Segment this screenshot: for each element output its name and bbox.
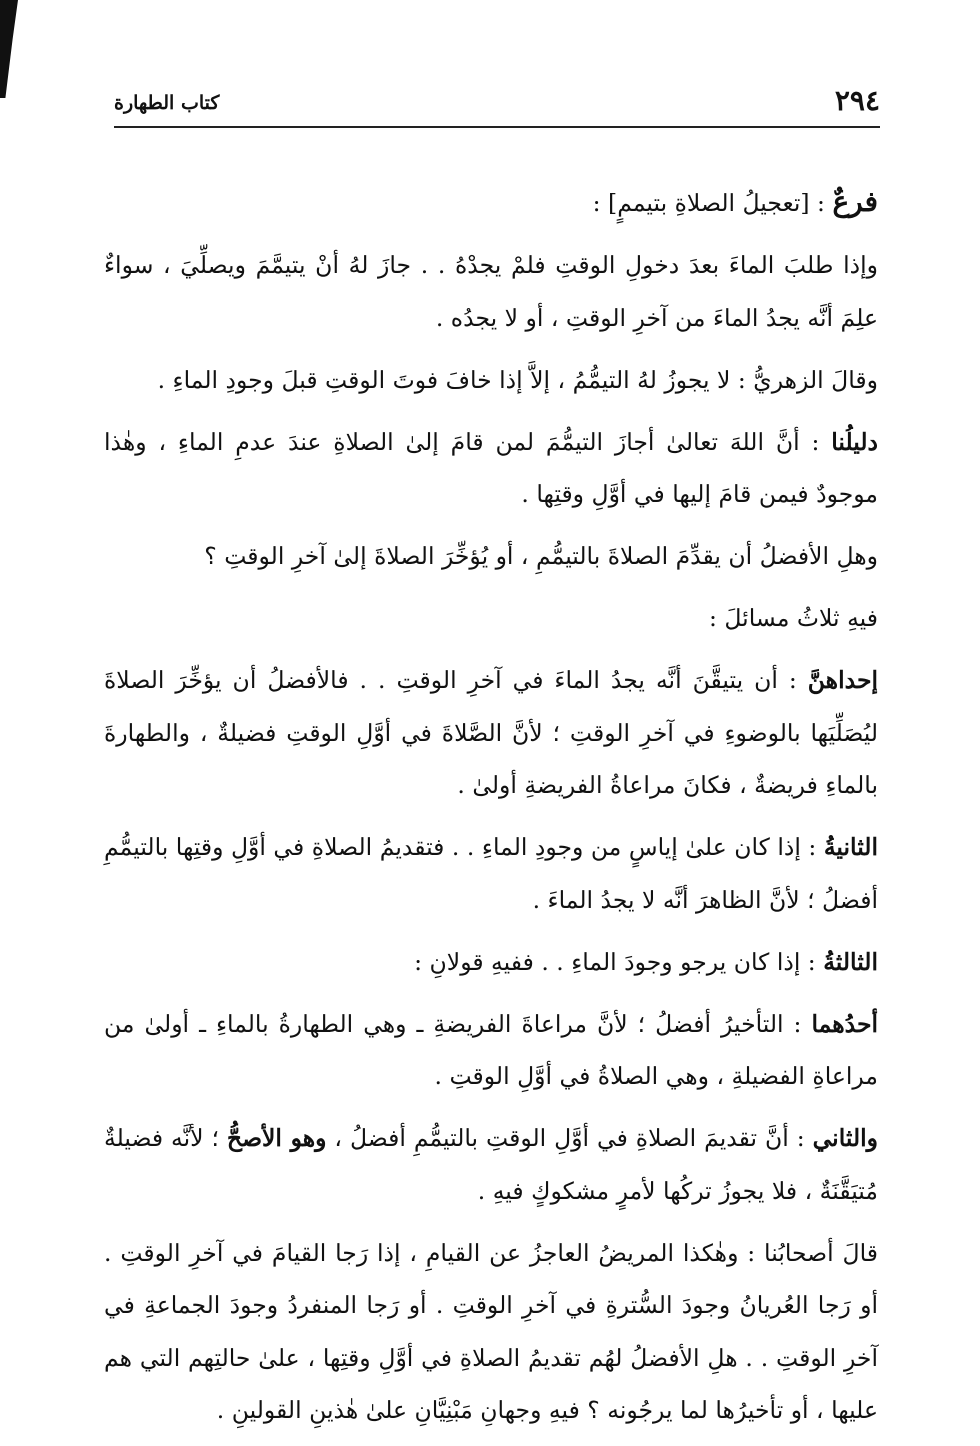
running-header	[114, 84, 880, 128]
paragraph-3	[104, 416, 878, 521]
paragraph-10-text-a: : أنَّ تقديمَ الصلاةِ في أوَّلِ الوقتِ بالتيمُّمِ أفضلُ ،	[326, 1124, 813, 1152]
paragraph-7	[104, 821, 878, 926]
paragraph-9	[104, 998, 878, 1103]
branch-label: فرعٌ	[832, 185, 878, 218]
paragraph-11: قالَ أصحابُنا : وهٰكذا المريضُ العاجزُ عن القيامِ ، إذا رَجا القيامَ في آخرِ الوقتِ . أو رَجا العُريانُ وجودَ السُّترةِ في آخرِ الوقتِ . أو رَجا المنفردُ وجودَ الجماعةِ في آخرِ الوقتِ . . هلِ الأفضلُ لهُم تقديمُ الصلاةِ في أوَّلِ وقتِها ، علىٰ حالتِهم التي هم عليها ، أو تأخيرُها لما يرجُونه ؟ فيهِ وجهانِ مَبْنِيَّانِ علىٰ هٰذينِ القولينِ .	[104, 1238, 878, 1424]
paragraph-7-label: الثانيةُ	[823, 833, 878, 861]
paragraph-3-text: : أنَّ اللهَ تعالىٰ أجازَ التيمُّمَ لمن قامَ إلىٰ الصلاةِ عندَ عدمِ الماءِ ، وهٰذا موجودٌ فيمن قامَ إليها في أوَّلِ وقتِها .	[104, 427, 878, 508]
paragraph-5: فيهِ ثلاثُ مسائلَ :	[709, 604, 878, 632]
paragraph-6-text: : أن يتيقَّنَ أنَّه يجدُ الماءَ في آخرِ الوقتِ . . فالأفضلُ أن يؤخِّرَ الصلاةَ ليُصَلِّيَها بالوضوءِ في آخرِ الوقتِ ؛ لأنَّ الصَّلاةَ في أوَّلِ الوقتِ فضيلةٌ ، والطهارةَ بالماءِ فريضةٌ ، فكانَ مراعاةُ الفريضةِ أولىٰ .	[104, 666, 878, 799]
scan-edge-mark	[0, 0, 18, 98]
paragraph-9-text: : التأخيرُ أفضلُ ؛ لأنَّ مراعاةَ الفريضةِ ـ وهي الطهارةُ بالماءِ ـ أولىٰ من مراعاةِ الفضيلةِ ، وهي الصلاةُ في أوَّلِ الوقتِ .	[104, 1009, 878, 1090]
section-heading	[104, 176, 878, 230]
branch-title: : [تعجيلُ الصلاةِ بتيممٍ] :	[592, 189, 833, 217]
paragraph-10-text-b: ؛ لأنَّه فضيلةٌ مُتيَقَّنَةٌ ، فلا يجوزُ تركُها لأمرٍ مشكوكٍ فيهِ .	[104, 1124, 878, 1205]
paragraph-2: وقالَ الزهريُّ : لا يجوزُ لهُ التيمُّمُ ، إلاَّ إذا خافَ فوتَ الوقتِ قبلَ وجودِ الماءِ .	[157, 365, 878, 394]
paragraph-7-text: : إذا كان علىٰ إياسٍ من وجودِ الماءِ . . فتقديمُ الصلاةِ في أوَّلِ وقتِها بالتيمُّمِ أفضلُ ؛ لأنَّ الظاهرَ أنَّه لا يجدُ الماءَ .	[104, 833, 878, 914]
paragraph-10	[104, 1112, 878, 1217]
page-body	[104, 176, 878, 1446]
paragraph-8-text: : إذا كان يرجو وجودَ الماءِ . . ففيهِ قولانِ :	[414, 947, 824, 976]
paragraph-6-label: إحداهنَّ	[807, 666, 878, 694]
paragraph-10-label: والثاني	[812, 1124, 878, 1152]
page-number: ٢٩٤	[834, 84, 880, 117]
paragraph-10-emphasis: وهو الأصحُّ	[226, 1124, 327, 1152]
paragraph-9-label: أحدُهما	[811, 1009, 878, 1038]
book-title: كتاب الطهارة	[114, 92, 220, 114]
paragraph-3-label: دليلُنا	[831, 427, 878, 456]
paragraph-8	[104, 936, 878, 989]
paragraph-8-label: الثالثةُ	[823, 947, 878, 976]
paragraph-6	[104, 654, 878, 812]
paragraph-1: وإذا طلبَ الماءَ بعدَ دخولِ الوقتِ فلمْ يجدْهُ . . جازَ لهُ أنْ يتيمَّمَ ويصلِّيَ ، سواءٌ علِمَ أنَّه يجدُ الماءَ من آخرِ الوقتِ ، أو لا يجدُه .	[104, 251, 878, 332]
paragraph-4: وهلِ الأفضلُ أن يقدِّمَ الصلاةَ بالتيمُّمِ ، أو يُؤخِّرَ الصلاةَ إلىٰ آخرِ الوقتِ ؟	[204, 542, 878, 570]
